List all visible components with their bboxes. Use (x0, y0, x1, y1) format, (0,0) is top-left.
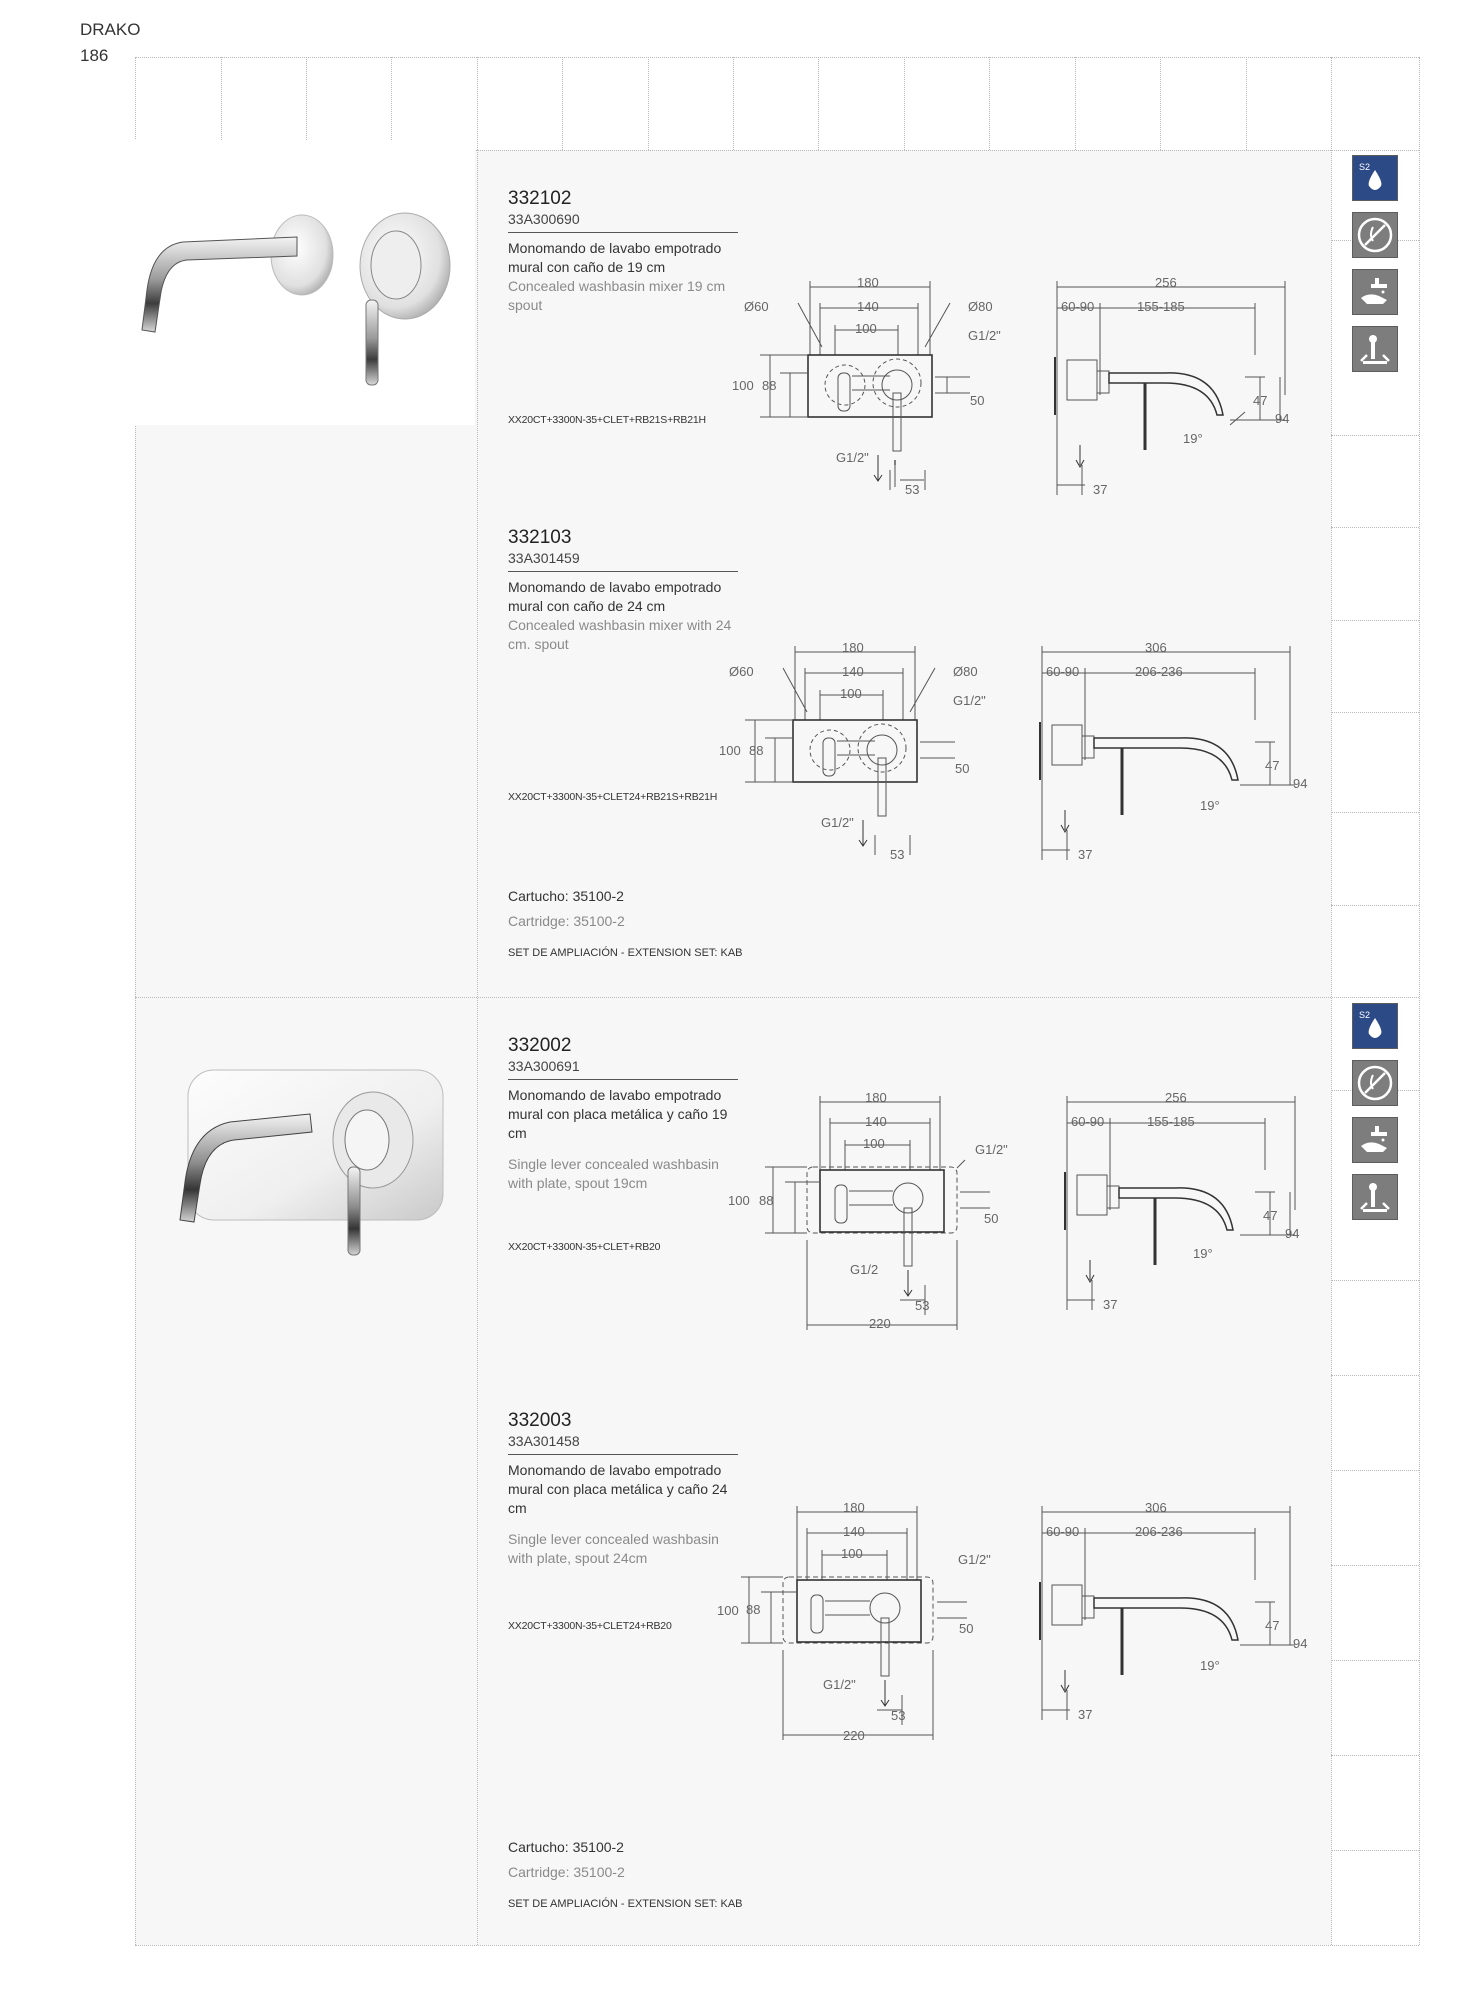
components-code: XX20CT+3300N-35+CLET24+RB20 (508, 1620, 672, 1632)
dim-100: 100 (841, 1546, 863, 1561)
dim-47: 47 (1265, 758, 1280, 773)
dim-140: 140 (865, 1114, 887, 1129)
front-view-drawing-332103 (715, 640, 1015, 870)
product-ref: 33A300690 (508, 210, 738, 233)
dim-37: 37 (1078, 847, 1093, 862)
extension-set: SET DE AMPLIACIÓN - EXTENSION SET: KAB (508, 1898, 743, 1910)
dim-100: 100 (840, 686, 862, 701)
dim-50: 50 (970, 393, 985, 408)
dim-g-bottom: G1/2 (850, 1262, 879, 1277)
dim-140: 140 (842, 664, 864, 679)
product-code: 332102 (508, 188, 572, 209)
no-flow-limit-icon (1352, 1060, 1398, 1106)
components-code: XX20CT+3300N-35+CLET24+RB21S+RB21H (508, 791, 718, 803)
dim-220: 220 (869, 1316, 891, 1331)
dim-total: 256 (1155, 275, 1177, 290)
side-view-drawing-332003 (1030, 1500, 1320, 1730)
water-saving-icon (1352, 1003, 1398, 1049)
dim-g-top: G1/2" (958, 1552, 991, 1567)
dim-angle: 19° (1200, 1658, 1220, 1673)
dim-53: 53 (905, 482, 920, 497)
dim-h88: 88 (746, 1602, 761, 1617)
cartridge-info-section-2 (508, 1839, 743, 1910)
front-view-drawing-332003 (715, 1500, 1025, 1745)
product-code: 332002 (508, 1035, 572, 1056)
dim-50: 50 (959, 1621, 974, 1636)
product-ref: 33A301459 (508, 549, 738, 572)
feature-icons-section-2 (1352, 1003, 1400, 1231)
dim-spout: 206-236 (1135, 664, 1183, 679)
description-es: Monomando de lavabo empotrado mural con caño de 24 cm (508, 579, 722, 614)
dim-total: 306 (1145, 1500, 1167, 1515)
dim-g-bottom: G1/2" (823, 1677, 856, 1692)
dim-h100: 100 (728, 1193, 750, 1208)
description-es: Monomando de lavabo empotrado mural con placa metálica y caño 24 cm (508, 1462, 728, 1516)
feature-icons-section-1 (1352, 155, 1400, 383)
cartridge-info-section-1 (508, 888, 743, 959)
description-en: Single lever concealed washbasin with plate, spout 19cm (508, 1156, 719, 1191)
dim-wall: 60-90 (1046, 664, 1080, 679)
side-view-drawing-332002 (1055, 1090, 1315, 1320)
dim-angle: 19° (1183, 431, 1203, 446)
dim-180: 180 (842, 640, 864, 655)
dim-94: 94 (1285, 1226, 1300, 1241)
dim-g-bottom: G1/2" (821, 815, 854, 830)
dim-g-top: G1/2" (968, 328, 1001, 343)
cartridge-es: Cartucho: 35100-2 (508, 888, 624, 904)
dim-h100: 100 (719, 743, 741, 758)
dim-47: 47 (1265, 1618, 1280, 1633)
product-332102 (508, 188, 738, 315)
dim-50: 50 (984, 1211, 999, 1226)
dim-d80: Ø80 (953, 664, 978, 679)
dim-53: 53 (890, 847, 905, 862)
description-en: Single lever concealed washbasin with plate, spout 24cm (508, 1531, 719, 1566)
product-332003 (508, 1410, 738, 1568)
description-en: Concealed washbasin mixer 19 cm spout (508, 278, 726, 313)
dim-220: 220 (843, 1728, 865, 1743)
dim-g-top: G1/2" (953, 693, 986, 708)
dim-wall: 60-90 (1061, 299, 1095, 314)
dim-d60: Ø60 (744, 299, 769, 314)
cartridge-en: Cartridge: 35100-2 (508, 1864, 625, 1880)
hand-washing-icon (1352, 1117, 1398, 1163)
dim-spout: 155-185 (1137, 299, 1185, 314)
product-ref: 33A301458 (508, 1432, 738, 1455)
dim-37: 37 (1093, 482, 1108, 497)
dim-140: 140 (857, 299, 879, 314)
page-number: 186 (80, 46, 109, 65)
description-es: Monomando de lavabo empotrado mural con placa metálica y caño 19 cm (508, 1087, 728, 1141)
dim-37: 37 (1078, 1707, 1093, 1722)
water-saving-icon (1352, 155, 1398, 201)
product-photo-round-plate (95, 140, 475, 425)
svg-text:S2: S2 (1359, 162, 1371, 172)
dim-total: 306 (1145, 640, 1167, 655)
dim-47: 47 (1263, 1208, 1278, 1223)
dim-wall: 60-90 (1046, 1524, 1080, 1539)
dim-100: 100 (855, 321, 877, 336)
cartridge-en: Cartridge: 35100-2 (508, 913, 625, 929)
dim-180: 180 (843, 1500, 865, 1515)
dim-d80: Ø80 (968, 299, 993, 314)
side-view-drawing-332102 (1045, 275, 1305, 505)
product-photo-metal-plate (150, 1022, 455, 1277)
dim-180: 180 (857, 275, 879, 290)
dim-h88: 88 (762, 378, 777, 393)
dim-angle: 19° (1200, 798, 1220, 813)
product-ref: 33A300691 (508, 1057, 738, 1080)
dim-wall: 60-90 (1071, 1114, 1105, 1129)
dim-180: 180 (865, 1090, 887, 1105)
dim-47: 47 (1253, 393, 1268, 408)
dim-100: 100 (863, 1136, 885, 1151)
side-view-drawing-332103 (1030, 640, 1320, 870)
dim-d60: Ø60 (729, 664, 754, 679)
dim-h100: 100 (717, 1603, 739, 1618)
dim-h88: 88 (749, 743, 764, 758)
dim-g-top: G1/2" (975, 1142, 1008, 1157)
dim-94: 94 (1275, 411, 1290, 426)
dim-94: 94 (1293, 776, 1308, 791)
dim-37: 37 (1103, 1297, 1118, 1312)
front-view-drawing-332102 (730, 275, 1030, 505)
extension-set: SET DE AMPLIACIÓN - EXTENSION SET: KAB (508, 947, 743, 959)
dim-94: 94 (1293, 1636, 1308, 1651)
product-332103 (508, 527, 738, 654)
dim-angle: 19° (1193, 1246, 1213, 1261)
components-code: XX20CT+3300N-35+CLET+RB20 (508, 1241, 661, 1253)
product-332002 (508, 1035, 738, 1193)
svg-text:S2: S2 (1359, 1010, 1371, 1020)
product-code: 332003 (508, 1410, 572, 1431)
dim-g-bottom: G1/2" (836, 450, 869, 465)
hand-washing-icon (1352, 269, 1398, 315)
no-flow-limit-icon (1352, 212, 1398, 258)
dim-53: 53 (891, 1708, 906, 1723)
dim-total: 256 (1165, 1090, 1187, 1105)
shower-mixer-icon (1352, 1174, 1398, 1220)
components-code: XX20CT+3300N-35+CLET+RB21S+RB21H (508, 414, 706, 426)
description-es: Monomando de lavabo empotrado mural con caño de 19 cm (508, 240, 722, 275)
product-code: 332103 (508, 527, 572, 548)
dim-spout: 155-185 (1147, 1114, 1195, 1129)
dim-53: 53 (915, 1298, 930, 1313)
dim-spout: 206-236 (1135, 1524, 1183, 1539)
cartridge-es: Cartucho: 35100-2 (508, 1839, 624, 1855)
dim-h100: 100 (732, 378, 754, 393)
description-en: Concealed washbasin mixer with 24 cm. spout (508, 617, 732, 652)
front-view-drawing-332002 (725, 1090, 1035, 1335)
dim-h88: 88 (759, 1193, 774, 1208)
brand-title: DRAKO (80, 20, 141, 39)
dim-140: 140 (843, 1524, 865, 1539)
dim-50: 50 (955, 761, 970, 776)
shower-mixer-icon (1352, 326, 1398, 372)
